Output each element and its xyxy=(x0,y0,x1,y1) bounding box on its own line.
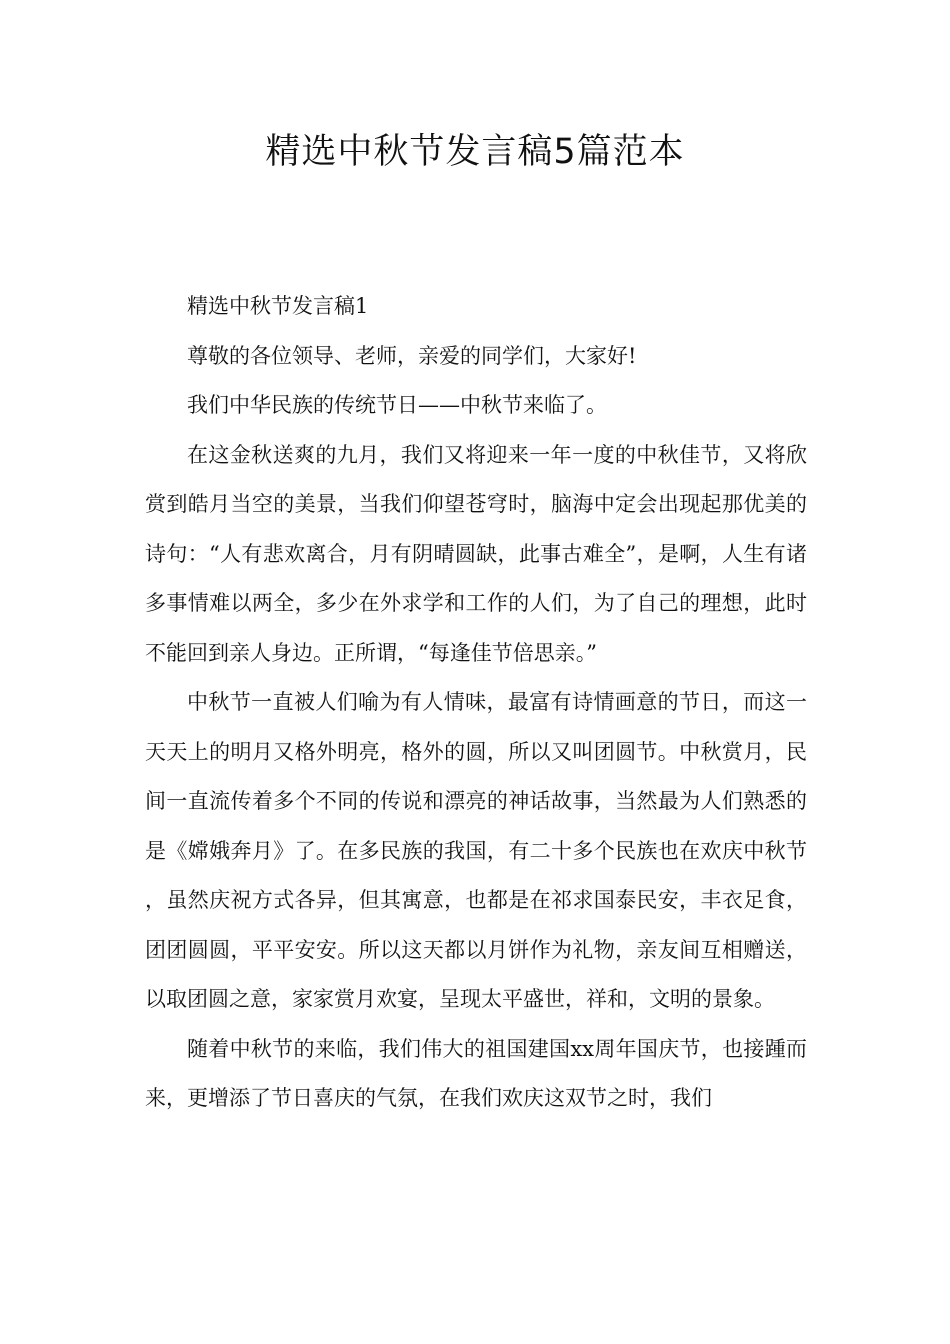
body-paragraph: 我们中华民族的传统节日——中秋节来临了。 xyxy=(187,393,607,417)
body-paragraph: 随着中秋节的来临，我们伟大的祖国建国xx周年国庆节，也接踵而来，更增添了节日喜庆的气氛，在我们欢庆这双节之时，我们 xyxy=(145,1036,807,1110)
body-paragraph: 中秋节一直被人们喻为有人情味，最富有诗情画意的节日，而这一天天上的明月又格外明亮，格外的圆，所以又叫团圆节。中秋赏月，民间一直流传着多个不同的传说和漂亮的神话故事，当然最为人们熟悉的是《嫦娥奔月》了。在多民族的我国，有二十多个民族也在欢庆中秋节，虽然庆祝方式各异，但其寓意，也都是在祁求国泰民安，丰衣足食，团团圆圆，平平安安。所以这天都以月饼作为礼物，亲友间互相赠送，以取团圆之意，家家赏月欢宴，呈现太平盛世，祥和，文明的景象。 xyxy=(145,690,807,1011)
document-body xyxy=(145,282,807,1124)
greeting-paragraph: 尊敬的各位领导、老师，亲爱的同学们，大家好! xyxy=(187,343,637,368)
body-paragraph: 在这金秋送爽的九月，我们又将迎来一年一度的中秋佳节，又将欣赏到皓月当空的美景，当我们仰望苍穹时，脑海中定会出现起那优美的诗句：“人有悲欢离合，月有阴晴圆缺，此事古难全”，是啊，人生有诸多事情难以两全，多少在外求学和工作的人们，为了自己的理想，此时不能回到亲人身边。正所谓，“每逢佳节倍思亲。” xyxy=(145,442,807,665)
document-title: 精选中秋节发言稿5篇范本 xyxy=(265,132,685,172)
section-heading: 精选中秋节发言稿1 xyxy=(187,294,369,318)
